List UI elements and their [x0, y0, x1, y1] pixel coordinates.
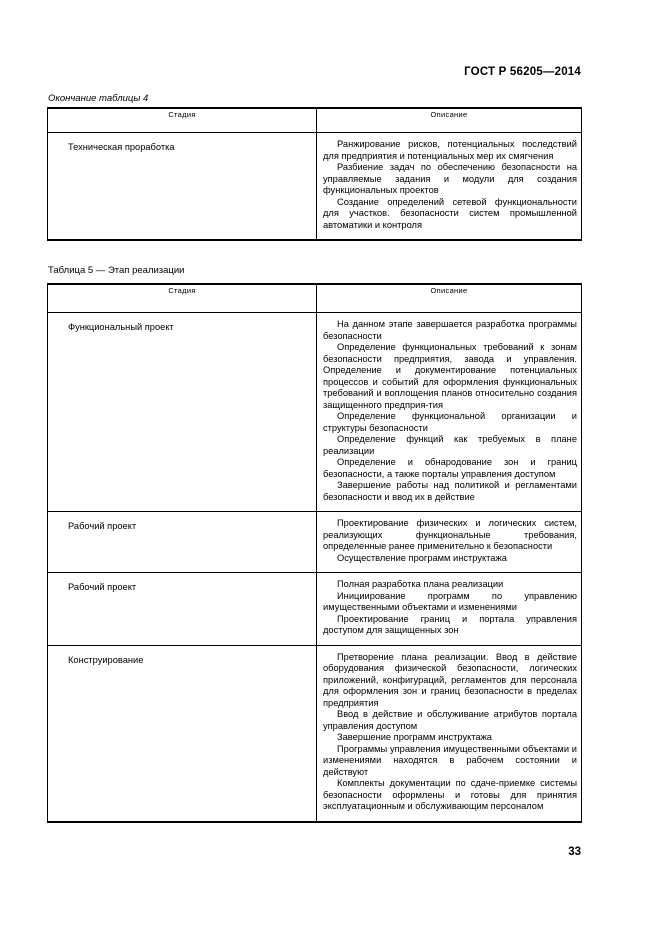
description-paragraph: Разбиение задач по обеспечению безопасности на управляемые задания и модули для создания функциональных проектов: [323, 162, 577, 195]
table-row: [48, 512, 582, 573]
table-row: [48, 573, 582, 646]
description-cell: [317, 313, 582, 512]
table-row: [48, 133, 582, 241]
table4-col-desc: Описание: [317, 108, 582, 133]
description-paragraph: Создание определений сетевой функциональности для участков. безопасности систем промышленной автоматики и контроля: [323, 196, 577, 230]
description-paragraph: Завершение работы над политикой и регламентами безопасности и ввод их в действие: [323, 480, 577, 502]
description-paragraph: Определение функциональной организации и структуры безопасности: [323, 411, 577, 433]
document-id: ГОСТ Р 56205—2014: [464, 66, 581, 78]
stage-cell: Функциональный проект: [48, 313, 317, 512]
stage-cell: Техническая проработка: [48, 133, 317, 241]
description-paragraph: Определение и обнародование зон и границ безопасности, а также порталы управления доступом: [323, 457, 577, 479]
table-5: [47, 283, 582, 823]
description-paragraph: На данном этапе завершается разработка программы безопасности: [323, 319, 577, 341]
description-cell: [317, 133, 582, 241]
description-cell: [317, 512, 582, 573]
description-paragraph: Ввод в действие и обслуживание атрибутов портала управления доступом: [323, 709, 577, 731]
page-number: 33: [568, 846, 581, 858]
table4-header-row: [48, 108, 582, 133]
table5-caption: Таблица 5 — Этап реализации: [48, 265, 185, 276]
description-paragraph: Ранжирование рисков, потенциальных последствий для предприятия и потенциальных мер их смягчения: [323, 139, 577, 161]
description-paragraph: Полная разработка плана реализации: [337, 579, 504, 589]
description-paragraph: Программы управления имущественными объектами и изменениями находятся в рабочем состоянии и действуют: [323, 743, 577, 777]
description-paragraph: Инициирование программ по управлению имущественными объектами и изменениями: [323, 590, 577, 612]
stage-cell: Рабочий проект: [48, 512, 317, 573]
description-cell: [317, 573, 582, 646]
table-row: [48, 645, 582, 822]
description-paragraph: Проектирование границ и портала управления доступом для защищенных зон: [323, 613, 577, 635]
stage-cell: Рабочий проект: [48, 573, 317, 646]
table4-caption: Окончание таблицы 4: [48, 93, 149, 104]
stage-cell: Конструирование: [48, 645, 317, 822]
description-paragraph: Претворение плана реализации. Ввод в действие оборудования физической безопасности, логических приложений, конфигураций, регламентов для персонала для оформления зон и границ безопасности в пределах предприятия: [323, 651, 577, 708]
description-paragraph: Определение функциональных требований к зонам безопасности предприятия, завода и управления. Определение и документирование потенциальных процессов и событий для оформления функциональных требований и воплощения планов относительно создания защищенного предприя-тия: [323, 342, 577, 410]
description-cell: [317, 645, 582, 822]
description-paragraph: Определение функций как требуемых в плане реализации: [323, 434, 577, 456]
table-4: [47, 107, 582, 241]
table5-col-stage: Стадия: [48, 284, 317, 313]
description-paragraph: Осуществление программ инструктажа: [337, 552, 507, 563]
description-paragraph: Проектирование физических и логических систем, реализующих функциональные требования, определенные ранее применительно к безопасности: [323, 518, 577, 551]
description-paragraph: Комплекты документации по сдаче-приемке системы безопасности оформлены и готовы для принятия эксплуатационным и обслуживающим персоналом: [323, 778, 577, 811]
table5-header-row: [48, 284, 582, 313]
description-paragraph: Завершение программ инструктажа: [337, 732, 492, 742]
table4-col-stage: Стадия: [48, 108, 317, 133]
table-row: [48, 313, 582, 512]
table5-col-desc: Описание: [317, 284, 582, 313]
